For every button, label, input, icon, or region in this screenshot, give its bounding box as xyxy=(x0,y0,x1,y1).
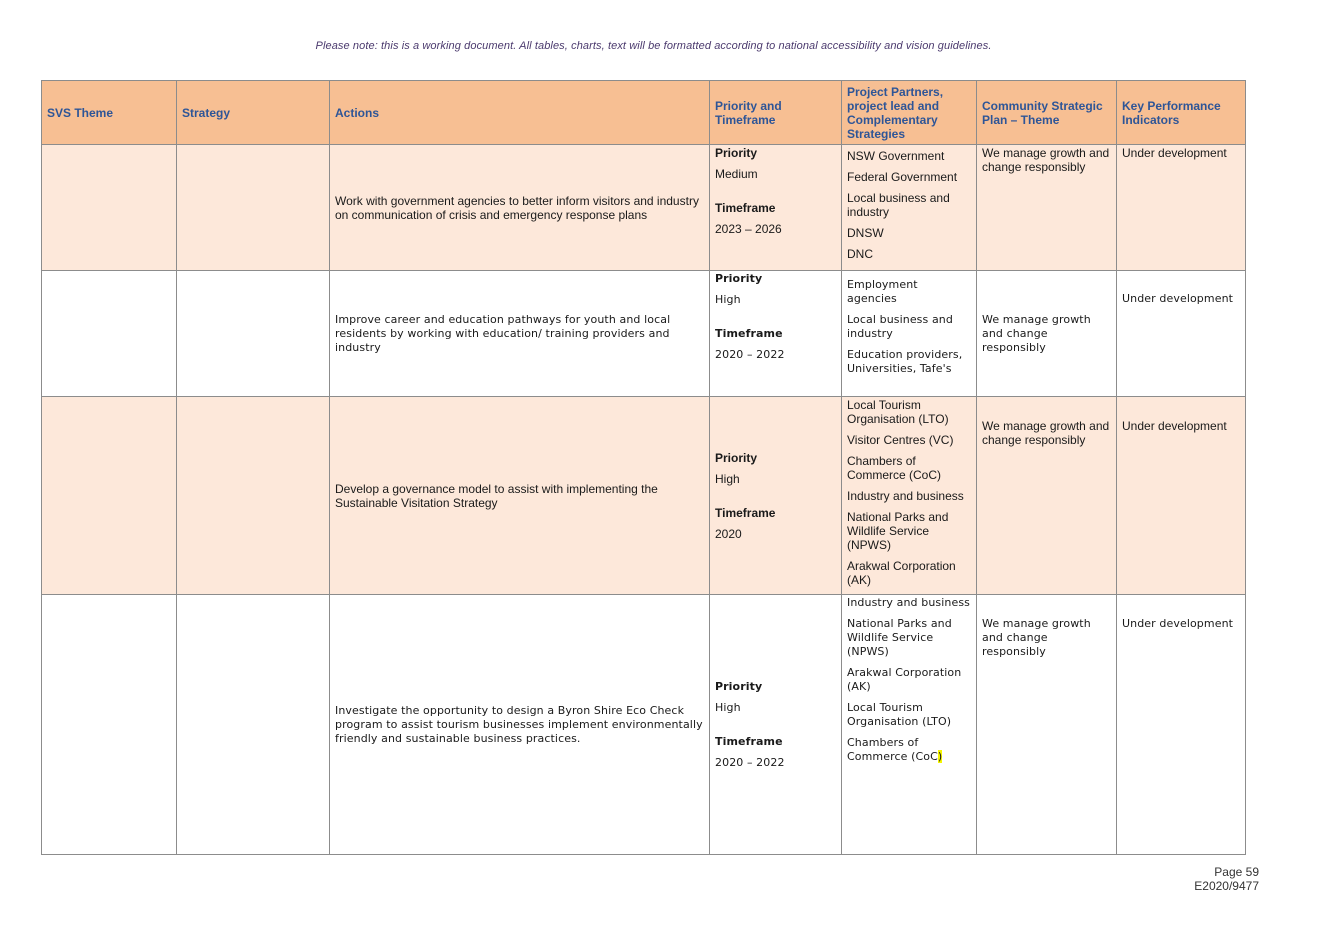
action-cell: Improve career and education pathways for youth and local residents by working with education/ training providers and industry xyxy=(330,271,710,397)
priority-label: Priority xyxy=(715,450,758,465)
svs-theme-cell xyxy=(42,271,177,397)
partner-item: Arakwal Corporation (AK) xyxy=(847,559,956,587)
partner-item: Federal Government xyxy=(847,170,958,184)
priority-label: Priority xyxy=(715,679,763,693)
action-cell: Investigate the opportunity to design a Byron Shire Eco Check program to assist tourism businesses implement environmentally friendly and sustainable business practices. xyxy=(330,595,710,855)
timeframe-value: 2020 xyxy=(715,526,742,541)
csp-theme-cell: We manage growth and change responsibly xyxy=(977,271,1117,397)
priority-timeframe-cell xyxy=(710,595,842,855)
action-cell: Develop a governance model to assist with implementing the Sustainable Visitation Strategy xyxy=(330,397,710,595)
svs-theme-cell xyxy=(42,145,177,271)
timeframe-label: Timeframe xyxy=(715,734,783,748)
partners-cell xyxy=(842,145,977,271)
partner-item-text: Chambers of Commerce (CoC xyxy=(847,736,938,763)
partner-item: Industry and business xyxy=(847,596,970,609)
partner-item: Chambers of Commerce (CoC) xyxy=(847,454,942,482)
partners-cell xyxy=(842,595,977,855)
action-cell: Work with government agencies to better inform visitors and industry on communication of crisis and emergency response plans xyxy=(330,145,710,271)
partners-cell xyxy=(842,397,977,595)
partner-item: Industry and business xyxy=(847,489,964,503)
partner-item: Employment agencies xyxy=(847,278,918,305)
strategy-cell xyxy=(177,595,330,855)
csp-theme-cell: We manage growth and change responsibly xyxy=(977,145,1117,271)
header-priority-timeframe: Priority and Timeframe xyxy=(710,81,842,145)
timeframe-label: Timeframe xyxy=(715,505,776,520)
timeframe-value: 2023 – 2026 xyxy=(715,222,782,236)
working-document-note: Please note: this is a working document. All tables, charts, text will be formatted according to national accessibility and vision guidelines. xyxy=(315,40,992,52)
partner-item: Education providers, Universities, Tafe's xyxy=(847,348,963,375)
priority-label: Priority xyxy=(715,146,758,160)
timeframe-label: Timeframe xyxy=(715,201,776,215)
strategy-cell xyxy=(177,397,330,595)
kpi-cell: Under development xyxy=(1117,595,1246,855)
partner-item xyxy=(847,736,971,764)
partner-item: Local business and industry xyxy=(847,313,953,340)
kpi-cell: Under development xyxy=(1117,397,1246,595)
priority-value: High xyxy=(715,293,741,306)
partner-item: National Parks and Wildlife Service (NPWS) xyxy=(847,617,952,658)
priority-timeframe-cell xyxy=(710,145,842,271)
table-row xyxy=(42,595,1246,855)
strategy-cell xyxy=(177,271,330,397)
table-row xyxy=(42,397,1246,595)
priority-timeframe-cell xyxy=(710,397,842,595)
svs-action-table xyxy=(41,80,1246,855)
timeframe-value: 2020 – 2022 xyxy=(715,755,785,769)
priority-value: Medium xyxy=(715,167,758,181)
header-community-strategic-plan: Community Strategic Plan – Theme xyxy=(977,81,1117,145)
header-kpi: Key Performance Indicators xyxy=(1117,81,1246,145)
partner-item: Local business and industry xyxy=(847,191,950,219)
partner-item: Visitor Centres (VC) xyxy=(847,433,954,447)
table-row xyxy=(42,145,1246,271)
highlighted-paren: ) xyxy=(937,750,943,763)
csp-theme-cell: We manage growth and change responsibly xyxy=(977,595,1117,855)
header-project-partners: Project Partners, project lead and Complementary Strategies xyxy=(842,81,977,145)
partner-item: DNC xyxy=(847,247,873,261)
csp-theme-cell: We manage growth and change responsibly xyxy=(977,397,1117,595)
header-actions: Actions xyxy=(330,81,710,145)
partner-item: Arakwal Corporation (AK) xyxy=(847,666,962,693)
partner-item: Local Tourism Organisation (LTO) xyxy=(847,701,952,728)
priority-timeframe-cell xyxy=(710,271,842,397)
partner-item: NSW Government xyxy=(847,149,945,163)
priority-label: Priority xyxy=(715,272,763,285)
partners-cell xyxy=(842,271,977,397)
header-svs-theme: SVS Theme xyxy=(42,81,177,145)
svs-theme-cell xyxy=(42,397,177,595)
table-header-row xyxy=(42,81,1246,145)
strategy-cell xyxy=(177,145,330,271)
page-footer xyxy=(1194,865,1259,893)
document-reference: E2020/9477 xyxy=(1194,879,1259,893)
page-number: Page 59 xyxy=(1214,865,1259,879)
partner-item: National Parks and Wildlife Service (NPWS) xyxy=(847,510,949,552)
table-row xyxy=(42,271,1246,397)
timeframe-value: 2020 – 2022 xyxy=(715,348,785,361)
priority-value: High xyxy=(715,700,741,714)
kpi-cell: Under development xyxy=(1117,145,1246,271)
timeframe-label: Timeframe xyxy=(715,327,783,340)
partner-item: DNSW xyxy=(847,226,884,240)
svs-theme-cell xyxy=(42,595,177,855)
header-strategy: Strategy xyxy=(177,81,330,145)
priority-value: High xyxy=(715,471,740,486)
partner-item: Local Tourism Organisation (LTO) xyxy=(847,398,949,426)
kpi-cell: Under development xyxy=(1117,271,1246,397)
